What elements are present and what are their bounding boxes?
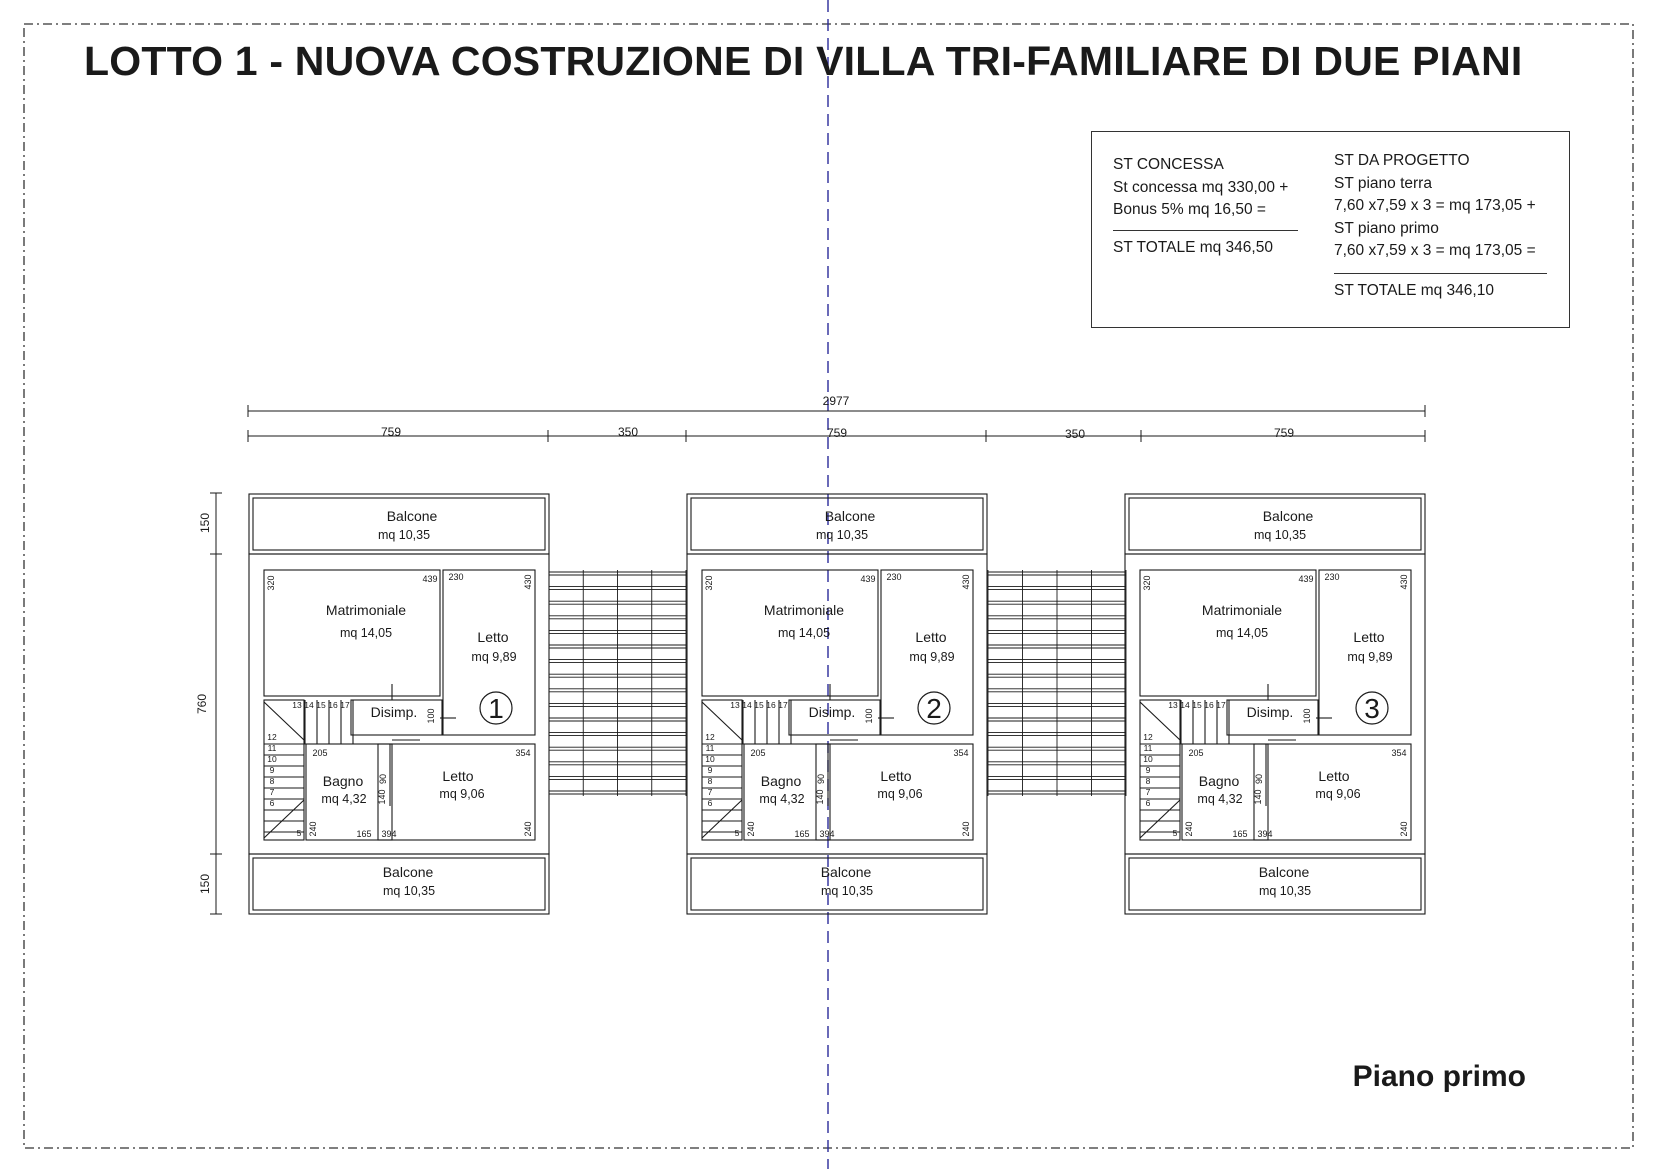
vertical-dimensions <box>210 493 222 914</box>
dim-100: 100 <box>864 708 874 724</box>
balcony-top-area: mq 10,35 <box>815 528 869 542</box>
dim-90: 90 <box>378 773 388 785</box>
dim-100: 100 <box>426 708 436 724</box>
unit-number: 1 <box>488 693 504 724</box>
dim-230: 230 <box>1324 572 1340 582</box>
balcony-top-label: Balcone <box>1262 508 1314 524</box>
bedroom-2-area: mq 9,06 <box>1315 787 1361 801</box>
stair-step-number: 7 <box>1145 787 1151 797</box>
unit-number: 3 <box>1364 693 1380 724</box>
dim-240-bath: 240 <box>1184 821 1194 837</box>
st-progetto-rule <box>1334 273 1547 274</box>
balcony-bottom-area: mq 10,35 <box>1258 884 1312 898</box>
dim-165: 165 <box>794 829 810 839</box>
balcony-top-label: Balcone <box>824 508 876 524</box>
dim-354: 354 <box>515 748 531 758</box>
bedroom-2-area: mq 9,06 <box>877 787 923 801</box>
bedroom-1-label: Letto <box>1353 629 1385 645</box>
stair-step-number: 10 <box>267 754 277 764</box>
dim-205: 205 <box>312 748 328 758</box>
dim-354: 354 <box>953 748 969 758</box>
master-bedroom-area: mq 14,05 <box>777 626 831 640</box>
stair-step-number: 16 <box>1204 700 1214 710</box>
st-concessa-line1: St concessa mq 330,00 + <box>1113 178 1289 196</box>
dim-segment-2: 350 <box>617 425 639 439</box>
st-progetto-line2: 7,60 x7,59 x 3 = mq 173,05 + <box>1334 197 1536 214</box>
hallway-label: Disimp. <box>370 704 418 720</box>
dim-100: 100 <box>1302 708 1312 724</box>
balcony-top <box>687 494 987 554</box>
dim-165: 165 <box>356 829 372 839</box>
stair-step-number: 9 <box>1145 765 1151 775</box>
stair-step-number: 14 <box>742 700 752 710</box>
stair-step-number: 7 <box>269 787 275 797</box>
dim-vertical-bottom: 150 <box>198 873 212 895</box>
stair-step-number: 17 <box>778 700 788 710</box>
dim-140: 140 <box>377 789 387 805</box>
units <box>249 494 1425 914</box>
dim-vertical-top: 150 <box>198 512 212 534</box>
st-progetto-heading: ST DA PROGETTO <box>1334 152 1470 169</box>
stair-step-number: 15 <box>754 700 764 710</box>
bedroom-1-label: Letto <box>477 629 509 645</box>
unit-3 <box>1125 494 1425 914</box>
dim-240-bath: 240 <box>308 821 318 837</box>
dim-240-bed: 240 <box>961 821 971 837</box>
dim-segment-1: 759 <box>380 425 402 439</box>
dim-394: 394 <box>819 829 835 839</box>
bedroom-1-area: mq 9,89 <box>471 650 517 664</box>
bedroom-2-label: Letto <box>442 768 474 784</box>
stair-step-number: 11 <box>705 743 715 753</box>
dim-394: 394 <box>1257 829 1273 839</box>
dim-439: 439 <box>422 574 438 584</box>
stair-step-number: 6 <box>1145 798 1151 808</box>
stair-step-number: 12 <box>1143 732 1153 742</box>
dim-240-bath: 240 <box>746 821 756 837</box>
stair-step-number: 5 <box>1172 828 1178 838</box>
master-bedroom-area: mq 14,05 <box>1215 626 1269 640</box>
stair-step-number: 11 <box>267 743 277 753</box>
pergola-left <box>549 570 686 796</box>
balcony-top-label: Balcone <box>386 508 438 524</box>
dim-240-bed: 240 <box>1399 821 1409 837</box>
dim-240-bed: 240 <box>523 821 533 837</box>
dim-230: 230 <box>886 572 902 582</box>
stair-step-number: 17 <box>340 700 350 710</box>
balcony-top <box>249 494 549 554</box>
stair-step-number: 13 <box>1168 700 1178 710</box>
stair-step-number: 14 <box>1180 700 1190 710</box>
stair-step-number: 16 <box>766 700 776 710</box>
balcony-bottom-area: mq 10,35 <box>382 884 436 898</box>
stair-step-number: 12 <box>705 732 715 742</box>
dim-segment-5: 759 <box>1273 426 1295 440</box>
stair-step-number: 11 <box>1143 743 1153 753</box>
dim-140: 140 <box>815 789 825 805</box>
master-bedroom-area: mq 14,05 <box>339 626 393 640</box>
stair-step-number: 17 <box>1216 700 1226 710</box>
dim-439: 439 <box>860 574 876 584</box>
st-concessa-rule <box>1113 230 1298 231</box>
stair-step-number: 8 <box>707 776 713 786</box>
st-concessa-heading: ST CONCESSA <box>1113 156 1224 173</box>
dim-205: 205 <box>750 748 766 758</box>
balcony-top-area: mq 10,35 <box>1253 528 1307 542</box>
drawing-title: LOTTO 1 - NUOVA COSTRUZIONE DI VILLA TRI-FAMILIARE DI DUE PIANI <box>84 38 1523 84</box>
st-concessa-line2: Bonus 5% mq 16,50 = <box>1113 201 1266 218</box>
stair-step-number: 15 <box>1192 700 1202 710</box>
bathroom-label: Bagno <box>760 773 802 789</box>
surface-calculation-table <box>1091 131 1570 328</box>
stair-step-number: 5 <box>296 828 302 838</box>
balcony-bottom-label: Balcone <box>1258 864 1310 880</box>
st-progetto-line1: ST piano terra <box>1334 174 1432 192</box>
bathroom-label: Bagno <box>1198 773 1240 789</box>
floor-label: Piano primo <box>1352 1060 1526 1093</box>
stair-step-number: 9 <box>269 765 275 775</box>
stair-step-number: 12 <box>267 732 277 742</box>
unit-1 <box>249 494 549 914</box>
stair-step-number: 5 <box>734 828 740 838</box>
dim-205: 205 <box>1188 748 1204 758</box>
pergola-right <box>988 570 1126 796</box>
stair-step-number: 8 <box>1145 776 1151 786</box>
bedroom-1-area: mq 9,89 <box>1347 650 1393 664</box>
bathroom-area: mq 4,32 <box>1197 792 1243 806</box>
hallway-label: Disimp. <box>808 704 856 720</box>
dim-90: 90 <box>816 773 826 785</box>
dim-90: 90 <box>1254 773 1264 785</box>
stair-step-number: 6 <box>269 798 275 808</box>
dim-165: 165 <box>1232 829 1248 839</box>
bathroom-area: mq 4,32 <box>321 792 367 806</box>
dim-320: 320 <box>1142 575 1152 591</box>
stair-step-number: 13 <box>730 700 740 710</box>
st-concessa-total: ST TOTALE mq 346,50 <box>1113 238 1273 256</box>
dim-430: 430 <box>523 574 533 590</box>
bedroom-1-label: Letto <box>915 629 947 645</box>
dim-430: 430 <box>961 574 971 590</box>
bedroom-2-label: Letto <box>880 768 912 784</box>
stair-step-number: 9 <box>707 765 713 775</box>
dim-vertical-mid: 760 <box>195 693 209 715</box>
stair-step-number: 15 <box>316 700 326 710</box>
st-concessa-column <box>1113 154 1298 259</box>
hallway-label: Disimp. <box>1246 704 1294 720</box>
stair-step-number: 13 <box>292 700 302 710</box>
balcony-top <box>1125 494 1425 554</box>
dim-overall: 2977 <box>822 394 850 408</box>
dim-230: 230 <box>448 572 464 582</box>
stair-step-number: 16 <box>328 700 338 710</box>
stair-step-number: 6 <box>707 798 713 808</box>
balcony-bottom-label: Balcone <box>820 864 872 880</box>
dim-394: 394 <box>381 829 397 839</box>
dim-430: 430 <box>1399 574 1409 590</box>
bathroom-label: Bagno <box>322 773 364 789</box>
dim-439: 439 <box>1298 574 1314 584</box>
stair-step-number: 8 <box>269 776 275 786</box>
st-progetto-line3: ST piano primo <box>1334 219 1439 237</box>
stair-step-number: 14 <box>304 700 314 710</box>
balcony-top-area: mq 10,35 <box>377 528 431 542</box>
balcony-bottom-area: mq 10,35 <box>820 884 874 898</box>
bedroom-1-area: mq 9,89 <box>909 650 955 664</box>
master-bedroom-label: Matrimoniale <box>763 602 845 618</box>
bedroom-2-area: mq 9,06 <box>439 787 485 801</box>
stair-step-number: 10 <box>1143 754 1153 764</box>
st-progetto-column <box>1334 150 1547 302</box>
unit-number: 2 <box>926 693 942 724</box>
stair-step-number: 10 <box>705 754 715 764</box>
unit-2 <box>687 494 987 914</box>
dim-354: 354 <box>1391 748 1407 758</box>
dim-segment-3: 759 <box>826 426 848 440</box>
master-bedroom-label: Matrimoniale <box>1201 602 1283 618</box>
dim-320: 320 <box>266 575 276 591</box>
master-bedroom-label: Matrimoniale <box>325 602 407 618</box>
st-progetto-total: ST TOTALE mq 346,10 <box>1334 281 1494 299</box>
bedroom-2-label: Letto <box>1318 768 1350 784</box>
balcony-bottom-label: Balcone <box>382 864 434 880</box>
dim-140: 140 <box>1253 789 1263 805</box>
stair-step-number: 7 <box>707 787 713 797</box>
dim-320: 320 <box>704 575 714 591</box>
dim-segment-4: 350 <box>1064 427 1086 441</box>
st-progetto-line4: 7,60 x7,59 x 3 = mq 173,05 = <box>1334 242 1536 259</box>
bathroom-area: mq 4,32 <box>759 792 805 806</box>
